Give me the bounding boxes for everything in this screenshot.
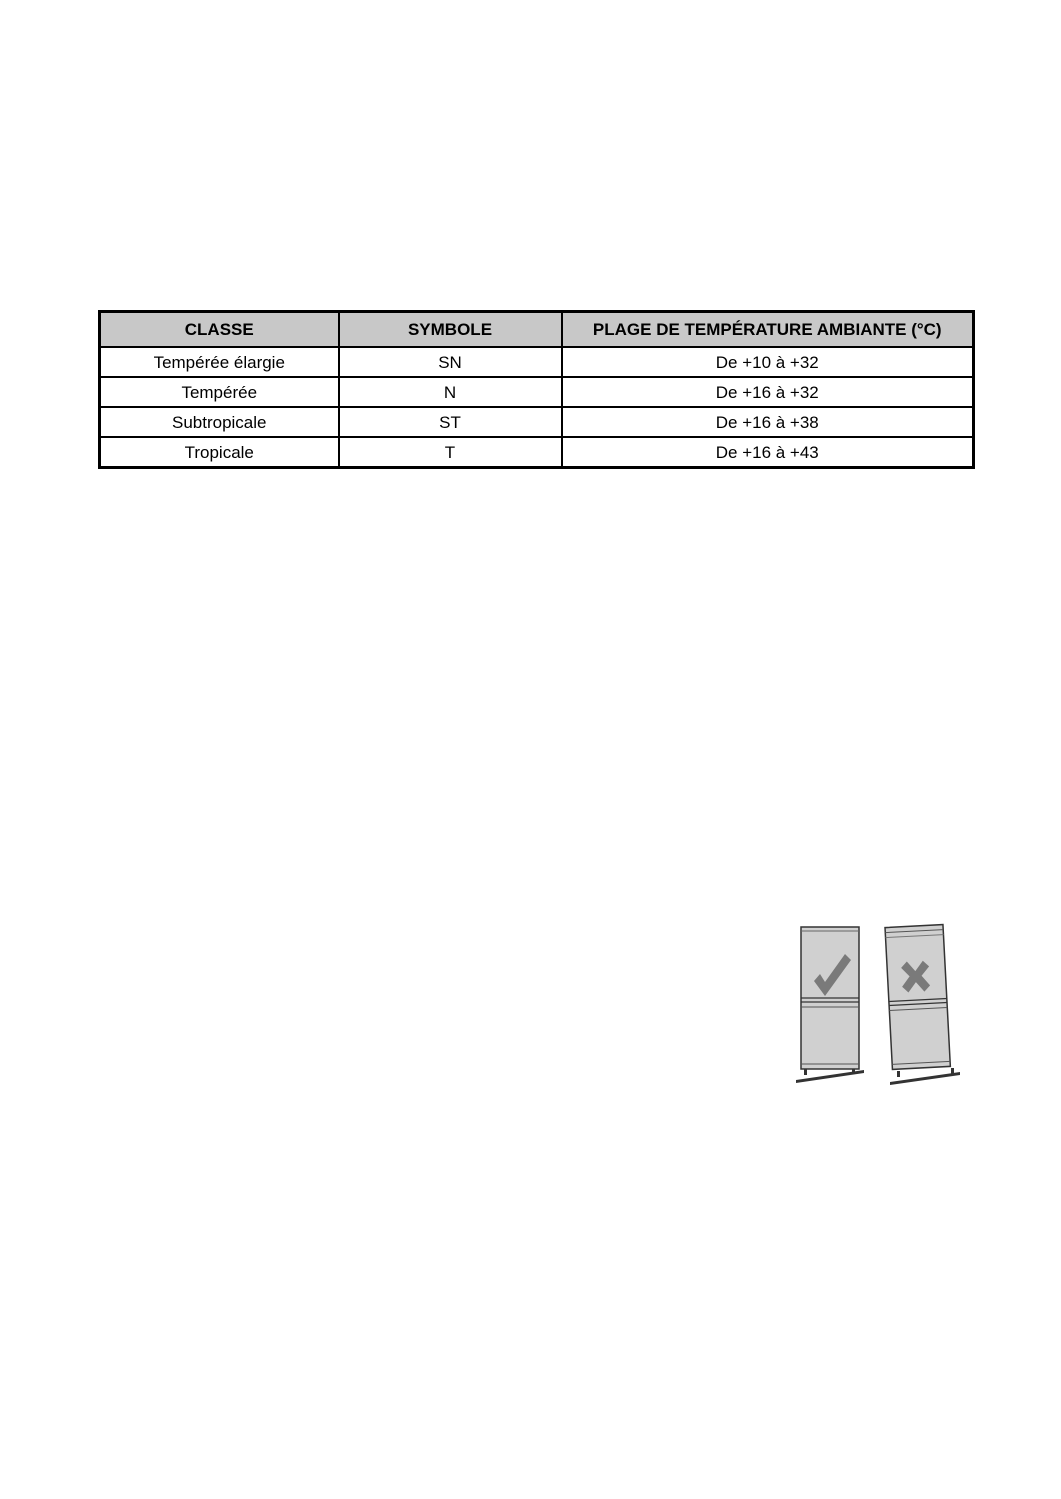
cell-classe: Tropicale xyxy=(100,437,339,468)
cell-plage: De +16 à +38 xyxy=(562,407,974,437)
fridge-tilted-illustration xyxy=(885,925,950,1070)
climate-class-table xyxy=(98,310,975,469)
header-classe: CLASSE xyxy=(100,312,339,348)
cell-plage: De +16 à +32 xyxy=(562,377,974,407)
cell-classe: Tempérée élargie xyxy=(100,347,339,377)
header-plage: PLAGE DE TEMPÉRATURE AMBIANTE (°C) xyxy=(562,312,974,348)
fridge-upright-illustration xyxy=(796,927,864,1083)
cell-classe: Tempérée xyxy=(100,377,339,407)
table-row xyxy=(100,437,974,468)
header-symbole: SYMBOLE xyxy=(339,312,562,348)
cell-symbole: T xyxy=(339,437,562,468)
table-row xyxy=(100,347,974,377)
table-header-row xyxy=(100,312,974,348)
table-row xyxy=(100,377,974,407)
table-row xyxy=(100,407,974,437)
fridge-level-figure xyxy=(790,918,975,1093)
cell-plage: De +10 à +32 xyxy=(562,347,974,377)
cell-plage: De +16 à +43 xyxy=(562,437,974,468)
cell-symbole: N xyxy=(339,377,562,407)
cell-classe: Subtropicale xyxy=(100,407,339,437)
cell-symbole: ST xyxy=(339,407,562,437)
cell-symbole: SN xyxy=(339,347,562,377)
